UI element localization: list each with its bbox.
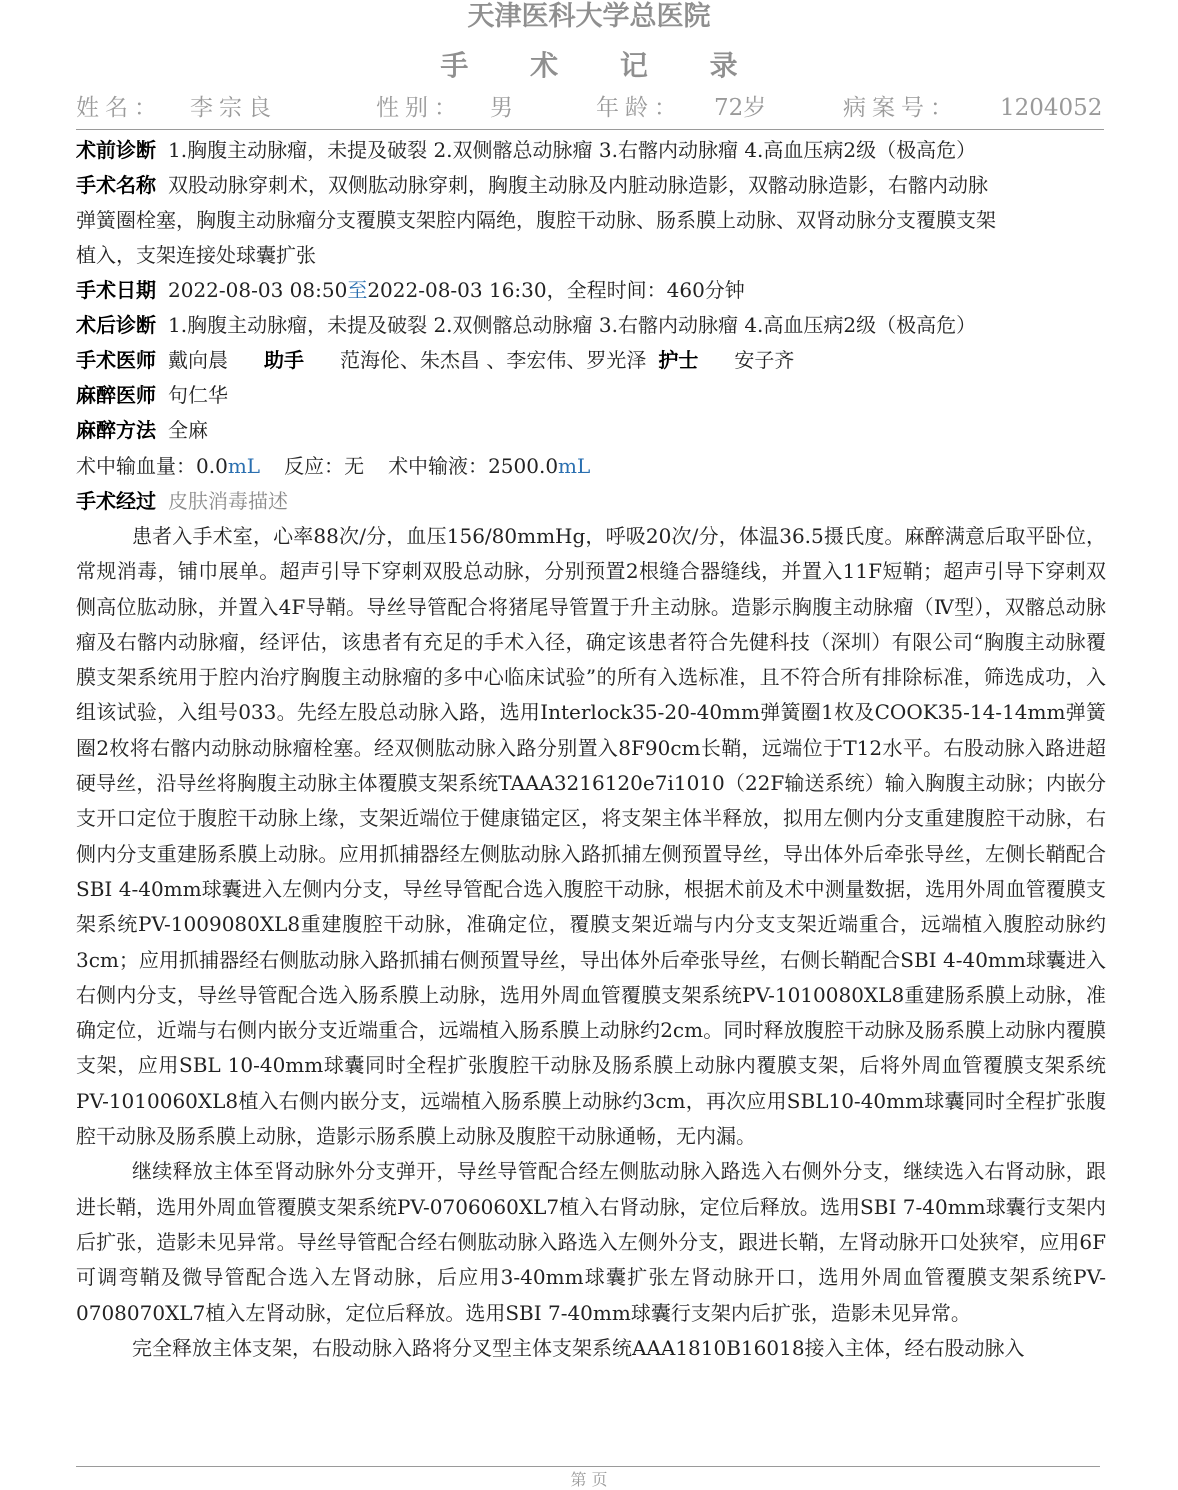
postop-diagnosis-row <box>76 308 1106 343</box>
date-to-text: 至 <box>347 278 368 302</box>
patient-info-row <box>76 92 1106 124</box>
nurse-name: 安子齐 <box>734 348 795 372</box>
narrative-paragraph-3: 完全释放主体支架，右股动脉入路将分叉型主体支架系统AAA1810B16018接入主体，经右股动脉入 <box>132 1335 1025 1360</box>
preop-diagnosis: 1.胸腹主动脉瘤，未提及破裂 2.双侧髂总动脉瘤 3.右髂内动脉瘤 4.高血压病2级（极高危） <box>168 138 977 162</box>
anesthesia-method-row <box>76 413 1106 448</box>
postop-diagnosis: 1.胸腹主动脉瘤，未提及破裂 2.双侧髂总动脉瘤 3.右髂内动脉瘤 4.高血压病2级（极高危） <box>168 313 977 337</box>
infusion-unit: mL <box>558 454 591 478</box>
narrative-paragraph-2: 继续释放主体至肾动脉外分支弹开，导丝导管配合经左侧肱动脉入路选入右侧外分支，继续选入右肾动脉，跟进长鞘，选用外周血管覆膜支架系统PV-0706060XL7植入右肾动脉，定位后释放。选用SBI 7-40mm球囊行支架内后扩张，造影未见异常。导丝导管配合经右侧肱动脉入路选入左侧外分支，跟进长鞘，左肾动脉开口处狭窄，应用6F可调弯鞘及微导管配合选入左肾动脉，后应用3-40mm球囊扩张左肾动脉开口，选用外周血管覆膜支架系统PV-0708070XL7植入左肾动脉，定位后释放。选用SBI 7-40mm球囊行支架内后扩张，造影未见异常。 <box>76 1159 1106 1325</box>
fluids-row <box>76 449 1106 484</box>
procedure-label: 手术经过 <box>76 489 156 513</box>
operation-name-label: 手术名称 <box>76 173 156 197</box>
document-title: 手 术 记 录 <box>440 49 764 82</box>
operation-name-line-3: 植入，支架连接处球囊扩张 <box>76 243 316 267</box>
assistant-label: 助手 <box>264 348 304 372</box>
hospital-name: 天津医科大学总医院 <box>467 1 711 32</box>
reaction-value: 无 <box>344 454 365 478</box>
preop-diagnosis-label: 术前诊断 <box>76 138 156 162</box>
sex-label: 性别： <box>376 95 463 121</box>
transfusion-unit: mL <box>227 454 261 478</box>
patient-sex: 男 <box>490 95 513 121</box>
procedure-row <box>76 484 1106 519</box>
procedure-template-hint: 皮肤消毒描述 <box>168 489 288 513</box>
patient-age: 72岁 <box>714 95 767 121</box>
infusion-label: 术中输液： <box>388 454 489 478</box>
reaction-label: 反应： <box>284 454 345 478</box>
surgeon-row <box>76 343 1106 378</box>
procedure-narrative <box>76 519 1106 1366</box>
operation-name-line-2: 弹簧圈栓塞，胸腹主动脉瘤分支覆膜支架腔内隔绝，腹腔干动脉、肠系膜上动脉、双肾动脉分支覆膜支架 <box>76 208 996 232</box>
anesthesia-method: 全麻 <box>168 418 208 442</box>
surgeon-name: 戴向晨 <box>168 348 228 372</box>
page-number: 第 页 <box>570 1470 608 1489</box>
preop-diagnosis-row <box>76 133 1106 168</box>
assistant-names: 范海伦、朱杰昌 、李宏伟、罗光泽 <box>340 348 647 372</box>
transfusion-label: 术中输血量： <box>76 454 196 478</box>
header-divider <box>76 129 1104 130</box>
anesthesiologist-label: 麻醉医师 <box>76 383 156 407</box>
nurse-label: 护士 <box>658 348 699 372</box>
postop-diagnosis-label: 术后诊断 <box>76 313 156 337</box>
operation-date-label: 手术日期 <box>76 278 156 302</box>
transfusion-value: 0.0 <box>196 454 228 478</box>
operation-start: 2022-08-03 08:50 <box>168 278 348 302</box>
operation-name-row-3 <box>76 238 1106 273</box>
operation-name-row <box>76 168 1106 203</box>
narrative-paragraph-1: 患者入手术室，心率88次/分，血压156/80mmHg，呼吸20次/分，体温36.5摄氏度。麻醉满意后取平卧位，常规消毒，铺巾展单。超声引导下穿刺双股总动脉，分别预置2根缝合器缝线，并置入11F短鞘；超声引导下穿刺双侧高位肱动脉，并置入4F导鞘。导丝导管配合将猪尾导管置于升主动脉。造影示胸腹主动脉瘤（Ⅳ型），双髂总动脉瘤及右髂内动脉瘤，经评估，该患者有充足的手术入径，确定该患者符合先健科技（深圳）有限公司“胸腹主动脉覆膜支架系统用于腔内治疗胸腹主动脉瘤的多中心临床试验”的所有入选标准，且不符合所有排除标准，筛选成功，入组该试验，入组号033。先经左股总动脉入路，选用Interlock35-20-40mm弹簧圈1枚及COOK35-14-14mm弹簧圈2枚将右髂内动脉动脉瘤栓塞。经双侧肱动脉入路分别置入8F90cm长鞘，远端位于T12水平。右股动脉入路进超硬导丝，沿导丝将胸腹主动脉主体覆膜支架系统TAAA3216120e7i1010（22F输送系统）输入胸腹主动脉；内嵌分支开口定位于腹腔干动脉上缘，支架近端位于健康锚定区，将支架主体半释放，拟用左侧内分支重建腹腔干动脉，右侧内分支重建肠系膜上动脉。应用抓捕器经左侧肱动脉入路抓捕左侧预置导丝，导出体外后牵张导丝，左侧长鞘配合SBI 4-40mm球囊进入左侧内分支，导丝导管配合选入腹腔干动脉，根据术前及术中测量数据，选用外周血管覆膜支架系统PV-1009080XL8重建腹腔干动脉，准确定位，覆膜支架近端与内分支支架近端重合，远端植入腹腔动脉约3cm；应用抓捕器经右侧肱动脉入路抓捕右侧预置导丝，导出体外后牵张导丝，右侧长鞘配合SBI 4-40mm球囊进入右侧内分支，导丝导管配合选入肠系膜上动脉，选用外周血管覆膜支架系统PV-1010080XL8重建肠系膜上动脉，准确定位，近端与右侧内嵌分支近端重合，远端植入肠系膜上动脉约2cm。同时释放腹腔干动脉及肠系膜上动脉内覆膜支架，应用SBL 10-40mm球囊同时全程扩张腹腔干动脉及肠系膜上动脉内覆膜支架，后将外周血管覆膜支架系统PV-1010060XL8植入右侧内嵌分支，远端植入肠系膜上动脉约3cm，再次应用SBL10-40mm球囊同时全程扩张腹腔干动脉及肠系膜上动脉，造影示肠系膜上动脉及腹腔干动脉通畅，无内漏。 <box>76 524 1106 1149</box>
age-label: 年龄： <box>596 95 683 121</box>
operation-date-row <box>76 273 1106 308</box>
surgeon-label: 手术医师 <box>76 348 156 372</box>
anesthesiologist-name: 句仁华 <box>168 383 228 407</box>
anesthesiologist-row <box>76 378 1106 413</box>
name-label: 姓名： <box>76 95 163 121</box>
anesthesia-method-label: 麻醉方法 <box>76 418 156 442</box>
footer-divider <box>76 1466 1100 1467</box>
operation-end: 2022-08-03 16:30，全程时间：460分钟 <box>367 278 745 302</box>
patient-name: 李宗良 <box>190 95 277 121</box>
operation-name-row-2 <box>76 203 1106 238</box>
record-no: 1204052 <box>1000 95 1103 121</box>
record-no-label: 病案号： <box>843 95 959 121</box>
operation-name-line-1: 双股动脉穿刺术，双侧肱动脉穿刺，胸腹主动脉及内脏动脉造影，双髂动脉造影，右髂内动脉 <box>168 173 988 197</box>
infusion-value: 2500.0 <box>488 454 559 478</box>
